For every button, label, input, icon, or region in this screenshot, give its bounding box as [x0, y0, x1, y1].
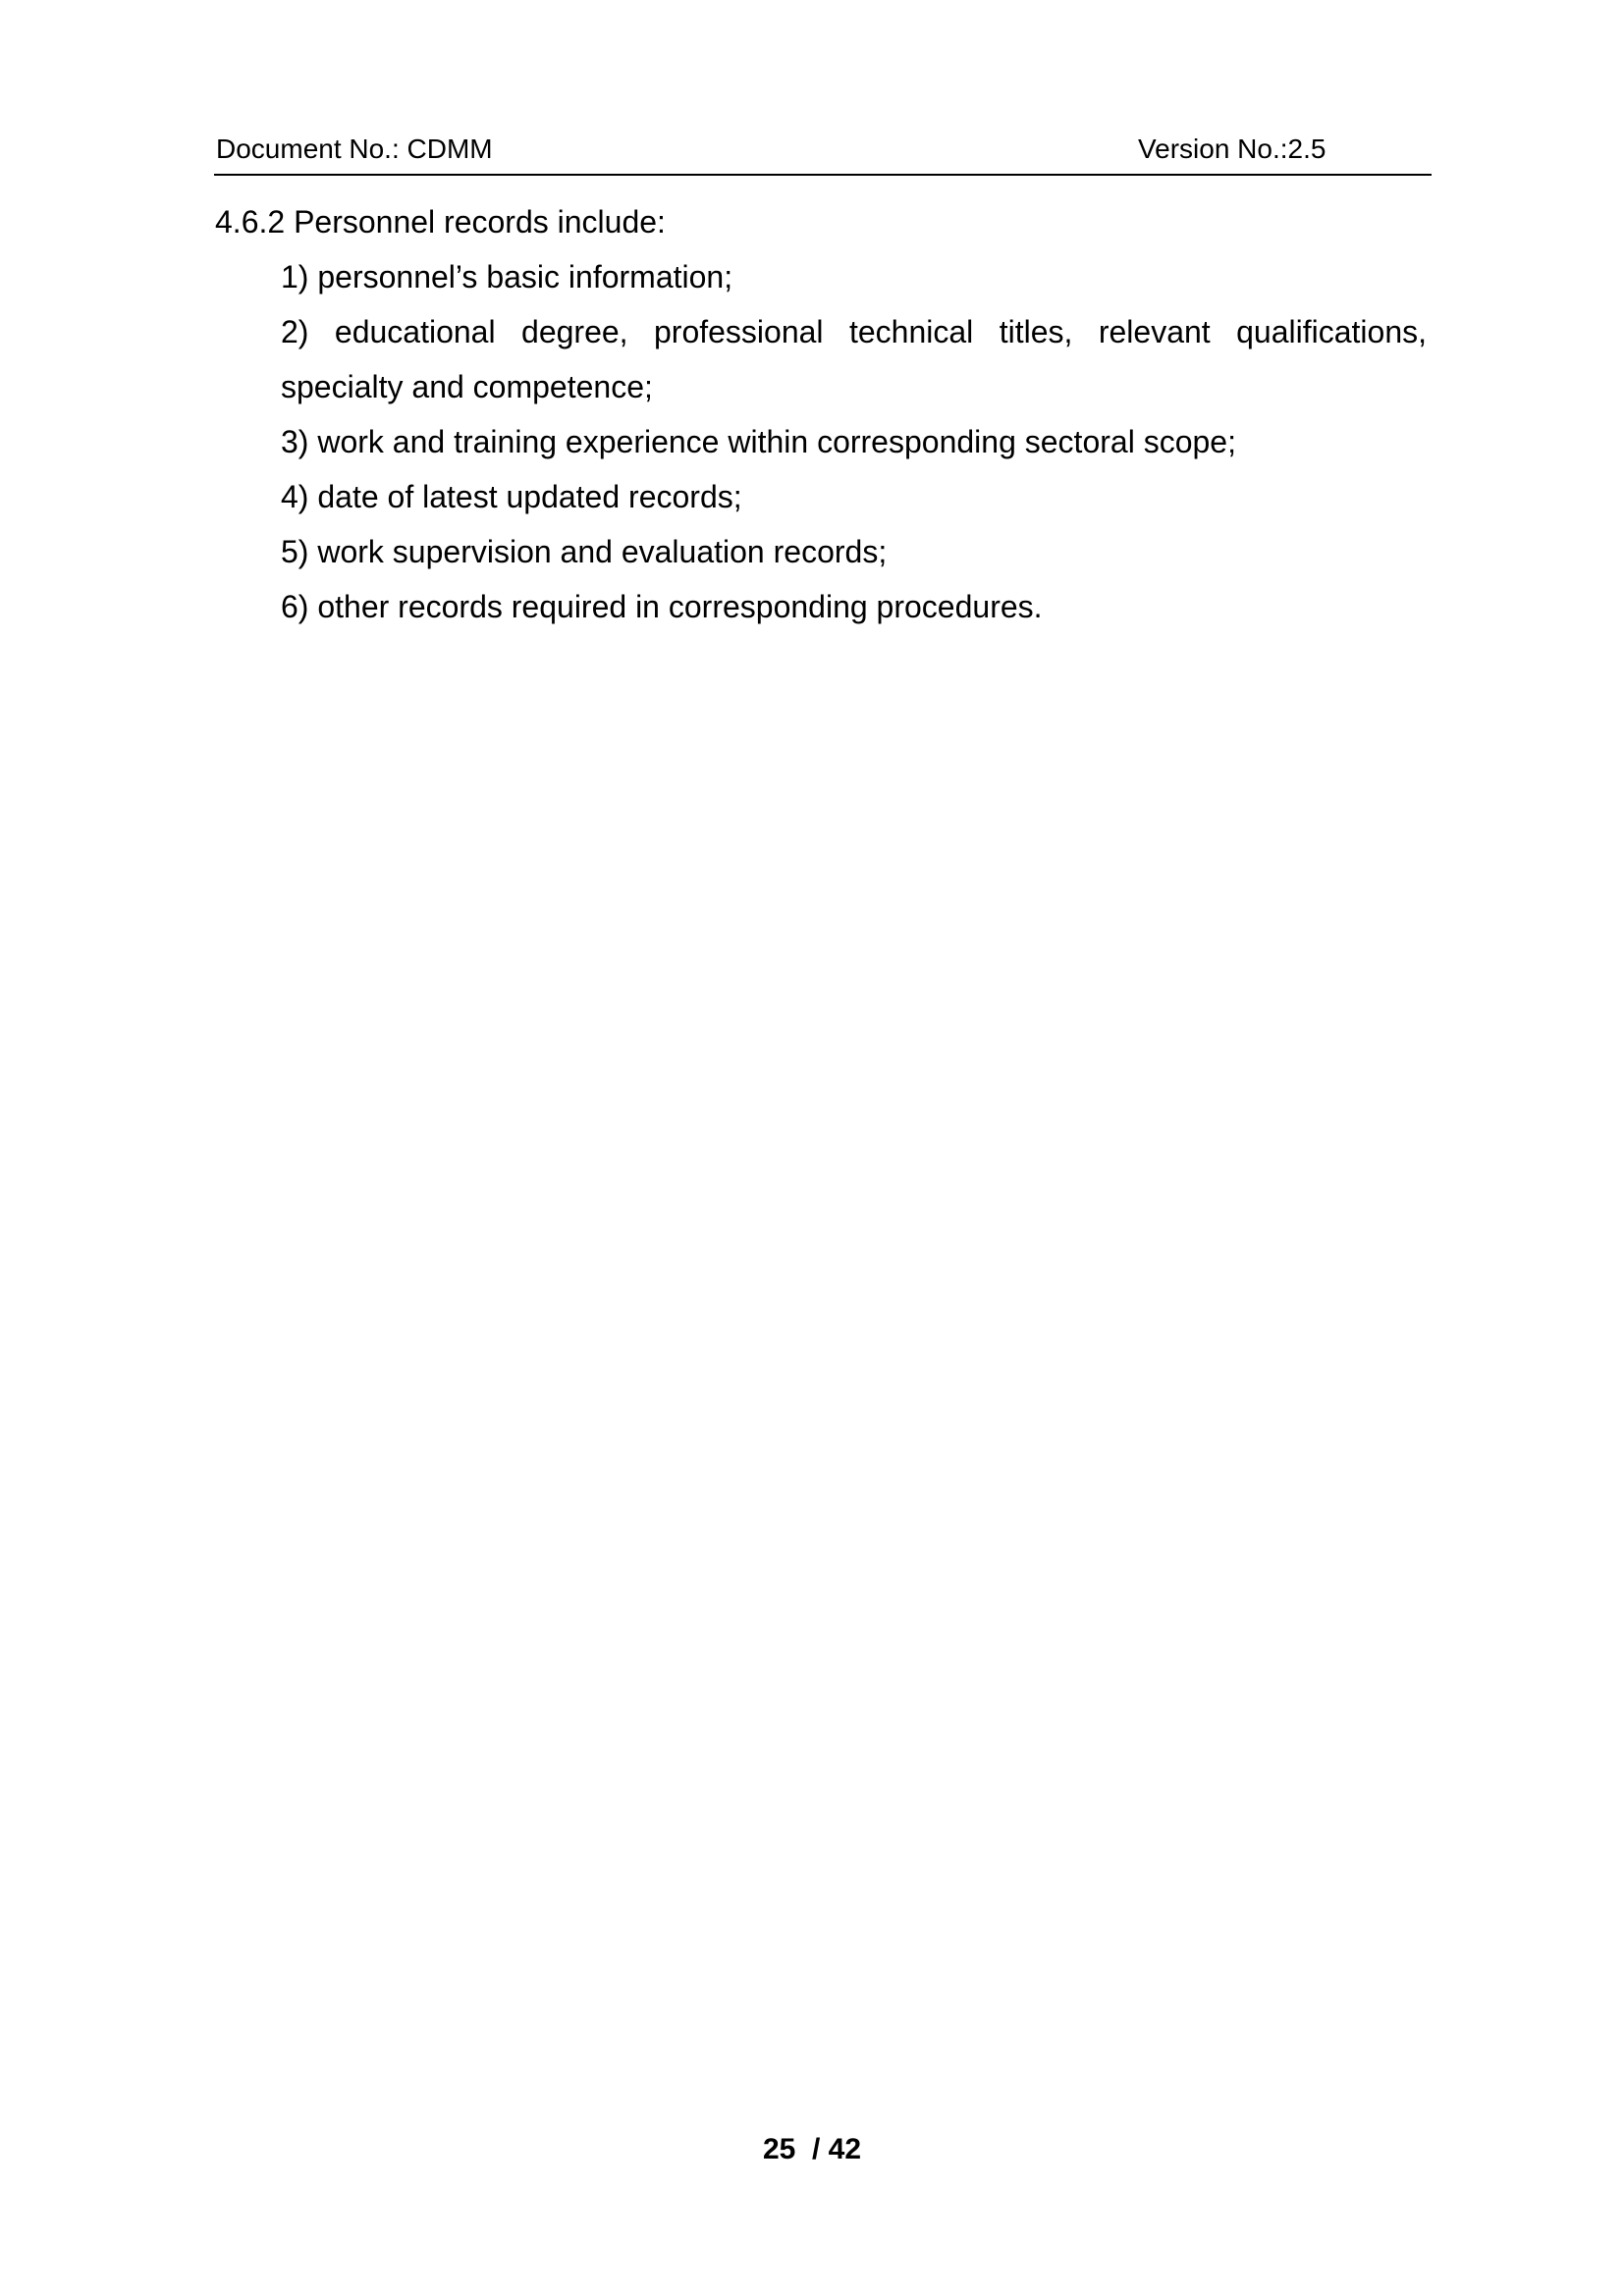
list-item: 2) educational degree, professional technical titles, relevant qualifications, specialty and competence; [281, 314, 1427, 404]
document-body [215, 194, 1427, 634]
page-header [214, 131, 1432, 176]
page-number: 25 / 42 [762, 2133, 862, 2165]
list-item: 1) personnel’s basic information; [281, 259, 733, 294]
list-item: 5) work supervision and evaluation records; [281, 534, 888, 569]
section-heading: 4.6.2 Personnel records include: [215, 204, 666, 240]
list-item: 3) work and training experience within corresponding sectoral scope; [281, 424, 1236, 459]
document-number: Document No.: CDMM [216, 133, 493, 164]
list-item: 6) other records required in corresponding procedures. [281, 589, 1043, 624]
version-number: Version No.:2.5 [1138, 133, 1326, 164]
list-item: 4) date of latest updated records; [281, 479, 742, 514]
